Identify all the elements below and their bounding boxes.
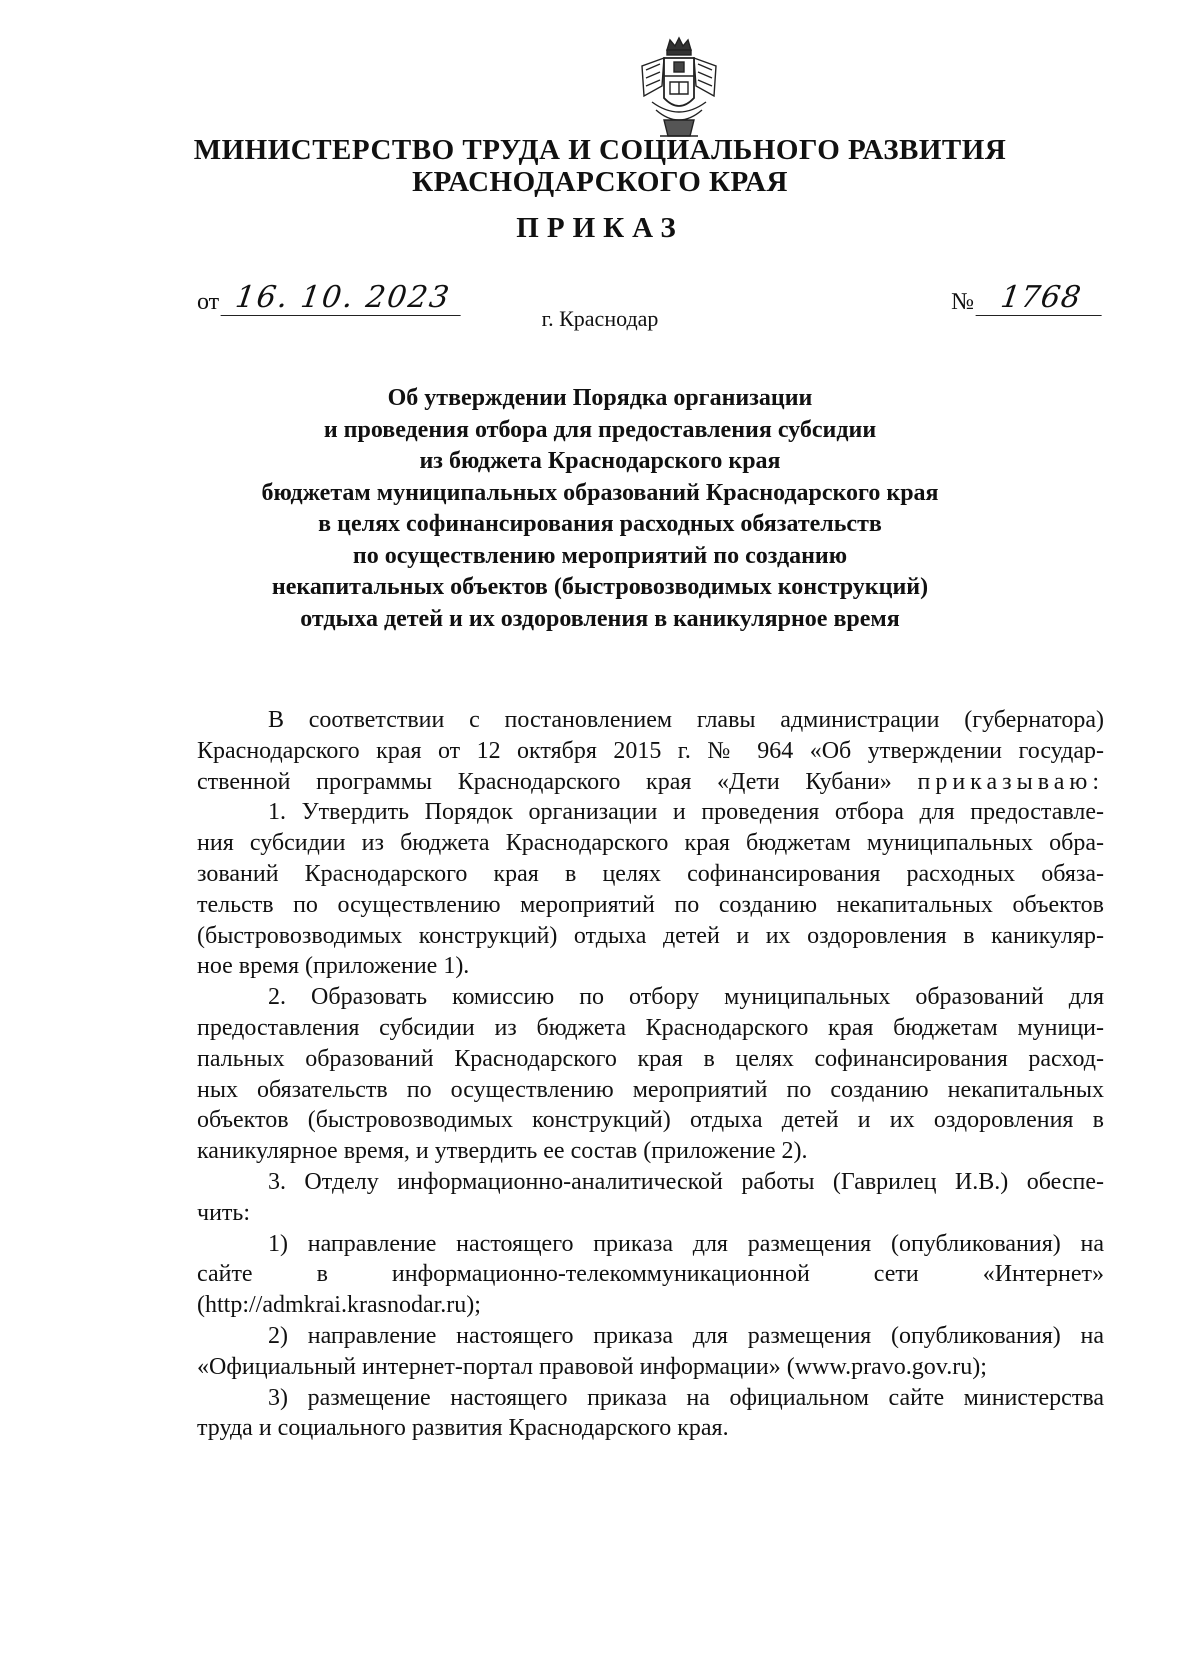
- subject-line: в целях софинансирования расходных обязательств: [318, 511, 882, 537]
- item2-line: объектов (быстровозводимых конструкций) отдыха детей и их оздоровления в: [197, 1107, 1104, 1134]
- subject-line: некапитальных объектов (быстровозводимых конструкций): [271, 574, 929, 600]
- subject-line: из бюджета Краснодарского края: [419, 448, 781, 474]
- ministry-name-line2: КРАСНОДАРСКОГО КРАЯ: [412, 166, 788, 198]
- item3-3-line: 3) размещение настоящего приказа на официальном сайте министерства: [268, 1384, 1104, 1411]
- item2-line: пальных образований Краснодарского края в целях софинансирования расход-: [197, 1045, 1104, 1072]
- item1-line: зований Краснодарского края в целях софинансирования расходных обяза-: [197, 860, 1104, 887]
- ministry-name-line1: МИНИСТЕРСТВО ТРУДА И СОЦИАЛЬНОГО РАЗВИТИЯ: [193, 134, 1007, 166]
- city-label: г. Краснодар: [541, 306, 659, 331]
- preamble-text: ственной программы Краснодарского края «Дети Кубани»: [197, 768, 892, 795]
- number-prefix: №: [951, 289, 974, 315]
- order-verb: приказываю:: [917, 768, 1104, 795]
- item3-line: чить:: [197, 1199, 251, 1226]
- document-type-title: ПРИКАЗ: [516, 212, 684, 244]
- subject-line: Об утверждении Порядка организации: [387, 385, 813, 411]
- item2-line: 2. Образовать комиссию по отбору муниципальных образований для: [268, 984, 1104, 1011]
- order-number: 1768: [976, 281, 1107, 316]
- subject-line: и проведения отбора для предоставления субсидии: [323, 416, 877, 443]
- item1-line: ния субсидии из бюджета Краснодарского края бюджетам муниципальных обра-: [197, 830, 1104, 857]
- item2-line: каникулярное время, и утвердить ее состав (приложение 2).: [197, 1138, 808, 1165]
- item3-2-line: «Официальный интернет-портал правовой информации» (www.pravo.gov.ru);: [197, 1353, 987, 1380]
- item1-line: ное время (приложение 1).: [197, 953, 470, 980]
- order-body: [197, 705, 1104, 1444]
- item1-line: 1. Утвердить Порядок организации и проведения отбора для предоставле-: [268, 799, 1104, 826]
- item1-line: тельств по осуществлению мероприятий по созданию некапитальных объектов: [197, 891, 1104, 918]
- order-date: 16. 10. 2023: [221, 281, 466, 316]
- coat-of-arms-icon: [634, 36, 724, 144]
- subject-line: отдыха детей и их оздоровления в каникулярное время: [300, 605, 900, 632]
- item3-3-line: труда и социального развития Краснодарского края.: [197, 1415, 729, 1442]
- item1-line: (быстровозводимых конструкций) отдыха детей и их оздоровления в каникуляр-: [197, 922, 1104, 949]
- ministry-name: [150, 134, 1050, 198]
- order-subject: [150, 383, 1050, 635]
- item3-1-line: (http://admkrai.krasnodar.ru);: [197, 1292, 481, 1319]
- preamble-line: В соответствии с постановлением главы администрации (губернатора): [268, 707, 1104, 733]
- item3-2-line: 2) направление настоящего приказа для размещения (опубликования) на: [268, 1322, 1104, 1349]
- item2-line: ных обязательств по осуществлению мероприятий по созданию некапитальных: [197, 1076, 1104, 1103]
- item3-1-line: сайте в информационно-телекоммуникационной сети «Интернет»: [197, 1261, 1104, 1288]
- item3-1-line: 1) направление настоящего приказа для размещения (опубликования) на: [268, 1230, 1104, 1257]
- subject-line: бюджетам муниципальных образований Краснодарского края: [261, 479, 939, 506]
- preamble-line: [197, 767, 1104, 798]
- item3-line: 3. Отделу информационно-аналитической работы (Гаврилец И.В.) обеспе-: [268, 1168, 1104, 1195]
- date-prefix: от: [197, 289, 220, 315]
- item2-line: предоставления субсидии из бюджета Краснодарского края бюджетам муници-: [197, 1014, 1104, 1041]
- preamble-line: Краснодарского края от 12 октября 2015 г. № 964 «Об утверждении государ-: [197, 737, 1104, 764]
- subject-line: по осуществлению мероприятий по созданию: [352, 542, 848, 569]
